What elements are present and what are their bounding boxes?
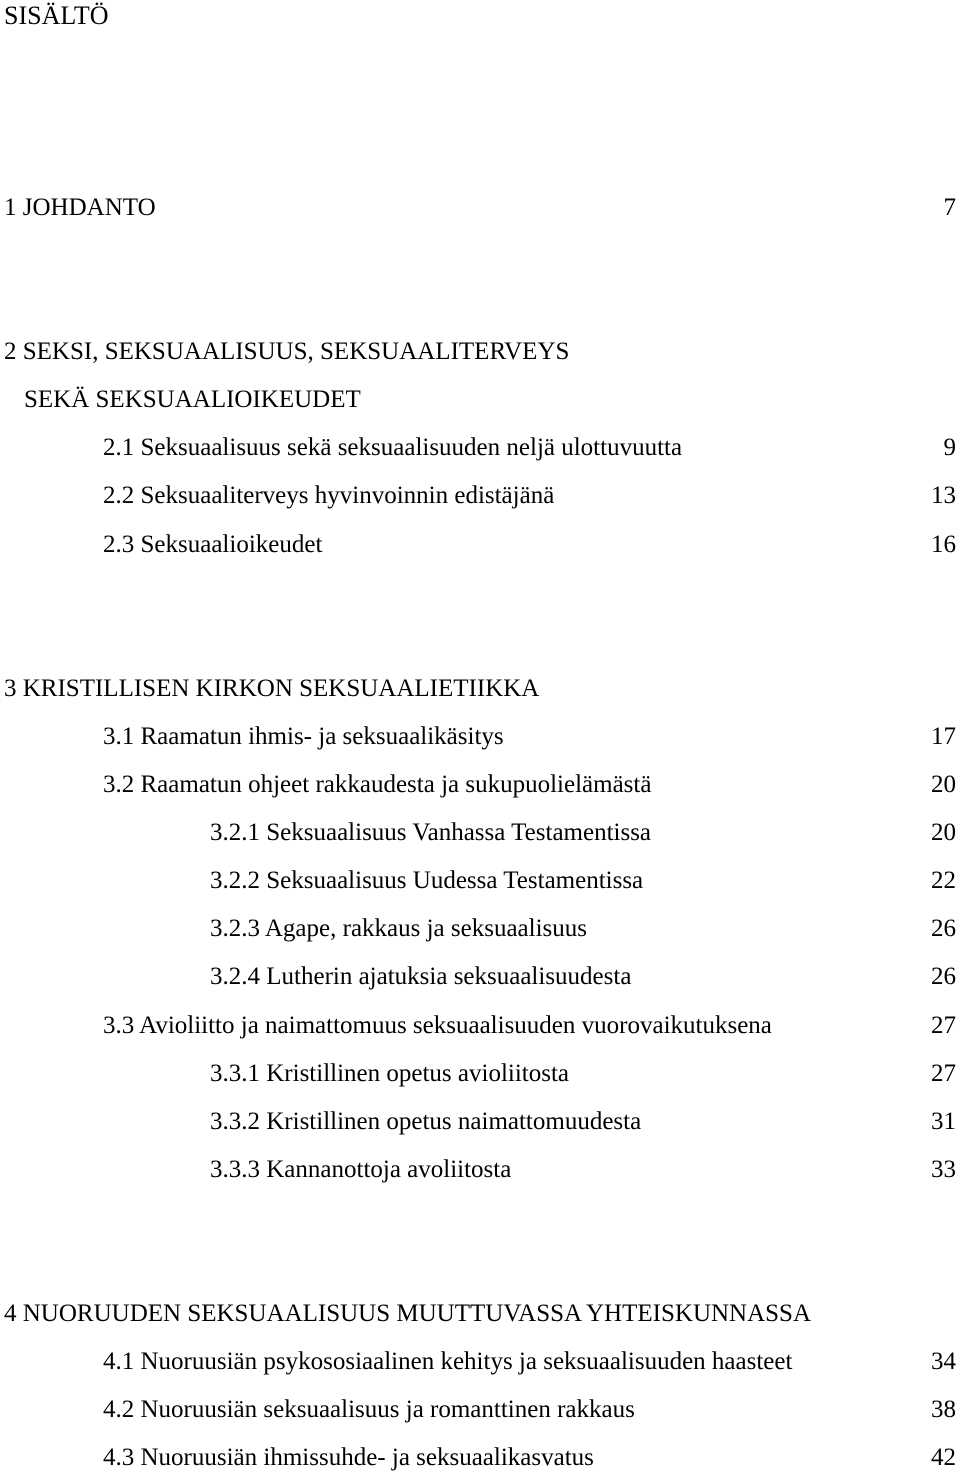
toc-entry-page: 26 <box>931 915 956 942</box>
toc-entry-page: 20 <box>931 819 956 846</box>
toc-entry-page: 20 <box>931 771 956 798</box>
toc-entry-text: 3.2.3 Agape, rakkaus ja seksuaalisuus <box>210 915 588 942</box>
toc-entry-text: 3.2.2 Seksuaalisuus Uudessa Testamentissa <box>210 867 644 894</box>
toc-entry-text: 4 NUORUUDEN SEKSUAALISUUS MUUTTUVASSA YHTEISKUNNASSA <box>4 1300 812 1327</box>
toc-entry <box>103 480 956 512</box>
toc-entry-text: 3.3 Avioliitto ja naimattomuus seksuaalisuuden vuorovaikutuksena <box>103 1012 772 1039</box>
toc-entry-page: 31 <box>931 1108 956 1135</box>
toc-entry-text: 4.1 Nuoruusiän psykososiaalinen kehitys ja seksuaalisuuden haasteet <box>103 1348 793 1375</box>
toc-entry <box>103 1010 956 1042</box>
toc-entry <box>210 865 956 897</box>
toc-entry-page: 33 <box>931 1156 956 1183</box>
toc-entry <box>103 1394 956 1426</box>
toc-entry-text: 3.3.3 Kannanottoja avoliitosta <box>210 1156 512 1183</box>
toc-entry-page: 27 <box>931 1012 956 1039</box>
toc-entry <box>210 1106 956 1138</box>
toc-entry-text: SEKÄ SEKSUAALIOIKEUDET <box>24 386 361 413</box>
toc-entry-text: 4.2 Nuoruusiän seksuaalisuus ja romanttinen rakkaus <box>103 1396 635 1423</box>
toc-entry <box>4 336 956 368</box>
toc-entry-text: 2 SEKSI, SEKSUAALISUUS, SEKSUAALITERVEYS <box>4 338 570 365</box>
toc-entry-page: 9 <box>943 434 956 461</box>
toc-entry <box>4 1298 956 1330</box>
toc-entry-text: 3.2.4 Lutherin ajatuksia seksuaalisuudesta <box>210 963 632 990</box>
toc-entry-text: 3.2.1 Seksuaalisuus Vanhassa Testamentissa <box>210 819 652 846</box>
toc-entry <box>103 1442 956 1474</box>
toc-entry-text: 2.1 Seksuaalisuus sekä seksuaalisuuden neljä ulottuvuutta <box>103 434 683 461</box>
toc-entry-page: 16 <box>931 531 956 558</box>
toc-entry-text: 3.2 Raamatun ohjeet rakkaudesta ja sukupuolielämästä <box>103 771 652 798</box>
toc-entry-text: 4.3 Nuoruusiän ihmissuhde- ja seksuaalikasvatus <box>103 1444 594 1471</box>
toc-entry-page: 27 <box>931 1060 956 1087</box>
toc-entry-page: 7 <box>943 194 956 221</box>
toc-entry-page: 42 <box>931 1444 956 1471</box>
toc-entry <box>210 961 956 993</box>
toc-entry <box>103 432 956 464</box>
toc-entry <box>103 1346 956 1378</box>
toc-entry <box>4 673 956 705</box>
toc-entry <box>210 1154 956 1186</box>
toc-entry <box>24 384 956 416</box>
toc-entry <box>103 529 956 561</box>
toc-entry <box>103 769 956 801</box>
toc-entry-page: 13 <box>931 482 956 509</box>
toc-entry-text: 3.1 Raamatun ihmis- ja seksuaalikäsitys <box>103 723 504 750</box>
toc-entry-text: 2.2 Seksuaaliterveys hyvinvoinnin edistäjänä <box>103 482 555 509</box>
toc-entry-page: 26 <box>931 963 956 990</box>
toc-entry-page: 17 <box>931 723 956 750</box>
toc-entry-text: 3.3.1 Kristillinen opetus avioliitosta <box>210 1060 569 1087</box>
toc-entry <box>210 817 956 849</box>
toc-entry-text: 2.3 Seksuaalioikeudet <box>103 531 323 558</box>
toc-entry-text: 3.3.2 Kristillinen opetus naimattomuudesta <box>210 1108 642 1135</box>
toc-entry <box>210 1058 956 1090</box>
toc-entry <box>4 192 956 224</box>
toc-entry-page: 38 <box>931 1396 956 1423</box>
toc-entry-text: 1 JOHDANTO <box>4 194 156 221</box>
toc-title: SISÄLTÖ <box>4 1 109 30</box>
toc-entry-page: 34 <box>931 1348 956 1375</box>
toc-entry <box>210 913 956 945</box>
toc-entry-text: 3 KRISTILLISEN KIRKON SEKSUAALIETIIKKA <box>4 675 540 702</box>
toc-entry <box>103 721 956 753</box>
toc-entry-page: 22 <box>931 867 956 894</box>
